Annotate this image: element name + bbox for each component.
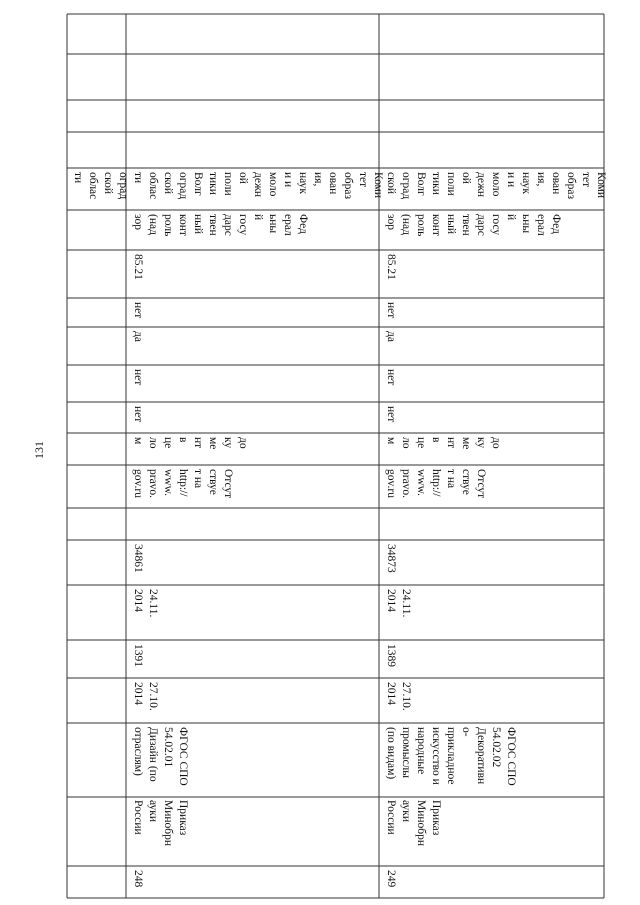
row-standard: ФГОС СПО 54.02.02 Декоративн о- прикладное искусство и народные промыслы (по видам)	[385, 727, 517, 786]
row-order-number: 1389	[385, 644, 397, 667]
row-authority: Коми тет образ ован ия, наук и и моло дежн ой поли тики Волг оград ской	[385, 172, 607, 200]
row-flag-4: нет	[385, 302, 397, 319]
row-registration-number: 34861	[132, 544, 144, 573]
row-okved: 85.21	[132, 254, 144, 280]
row-authority: Коми тет образ ован ия, наук и и моло дежн ой поли тики Волг оград ской облас ти	[132, 172, 384, 200]
row-flag-2: нет	[132, 369, 144, 386]
row-order-date: 27.10. 2014	[132, 682, 159, 711]
row-availability: Отсут ствуе т на http:// www. pravo. gov.ru	[132, 469, 234, 499]
row-flag-1: нет	[132, 406, 144, 423]
row-control-type: Фед ерал ьны й госу дарс твен ный конт роль (над зор	[132, 214, 309, 237]
row-number: 249	[385, 870, 397, 888]
row-standard: ФГОС СПО 54.02.01 Дизайн (по отраслям)	[132, 727, 189, 786]
row-issuer: Приказ Минобрн ауки России	[385, 800, 442, 847]
row-number: 248	[132, 870, 144, 888]
row-flag-1: нет	[385, 406, 397, 423]
row-document-word: до ку ме нт в це ло м	[385, 437, 502, 450]
row-flag-2: нет	[385, 369, 397, 386]
row-registration-date: 24.11. 2014	[385, 589, 412, 618]
row-registration-number: 34873	[385, 544, 397, 573]
row-okved: 85.21	[385, 254, 397, 280]
row-flag-4: нет	[132, 302, 144, 319]
row-document-word: до ку ме нт в це ло м	[132, 437, 249, 450]
row-order-date: 27.10. 2014	[385, 682, 412, 711]
row-flag-3: да	[132, 331, 144, 342]
row-control-type: Фед ерал ьны й госу дарс твен ный конт роль (над зор	[385, 214, 562, 237]
row-issuer: Приказ Минобрн ауки России	[132, 800, 189, 847]
row-flag-3: да	[385, 331, 397, 342]
row-registration-date: 24.11. 2014	[132, 589, 159, 618]
row-order-number: 1391	[132, 644, 144, 667]
continuation-fragment: оград ской облас ти	[72, 172, 129, 200]
page-number-text: 131	[32, 441, 46, 459]
row-availability: Отсут ствуе т на http:// www. pravo. gov.ru	[385, 469, 487, 499]
